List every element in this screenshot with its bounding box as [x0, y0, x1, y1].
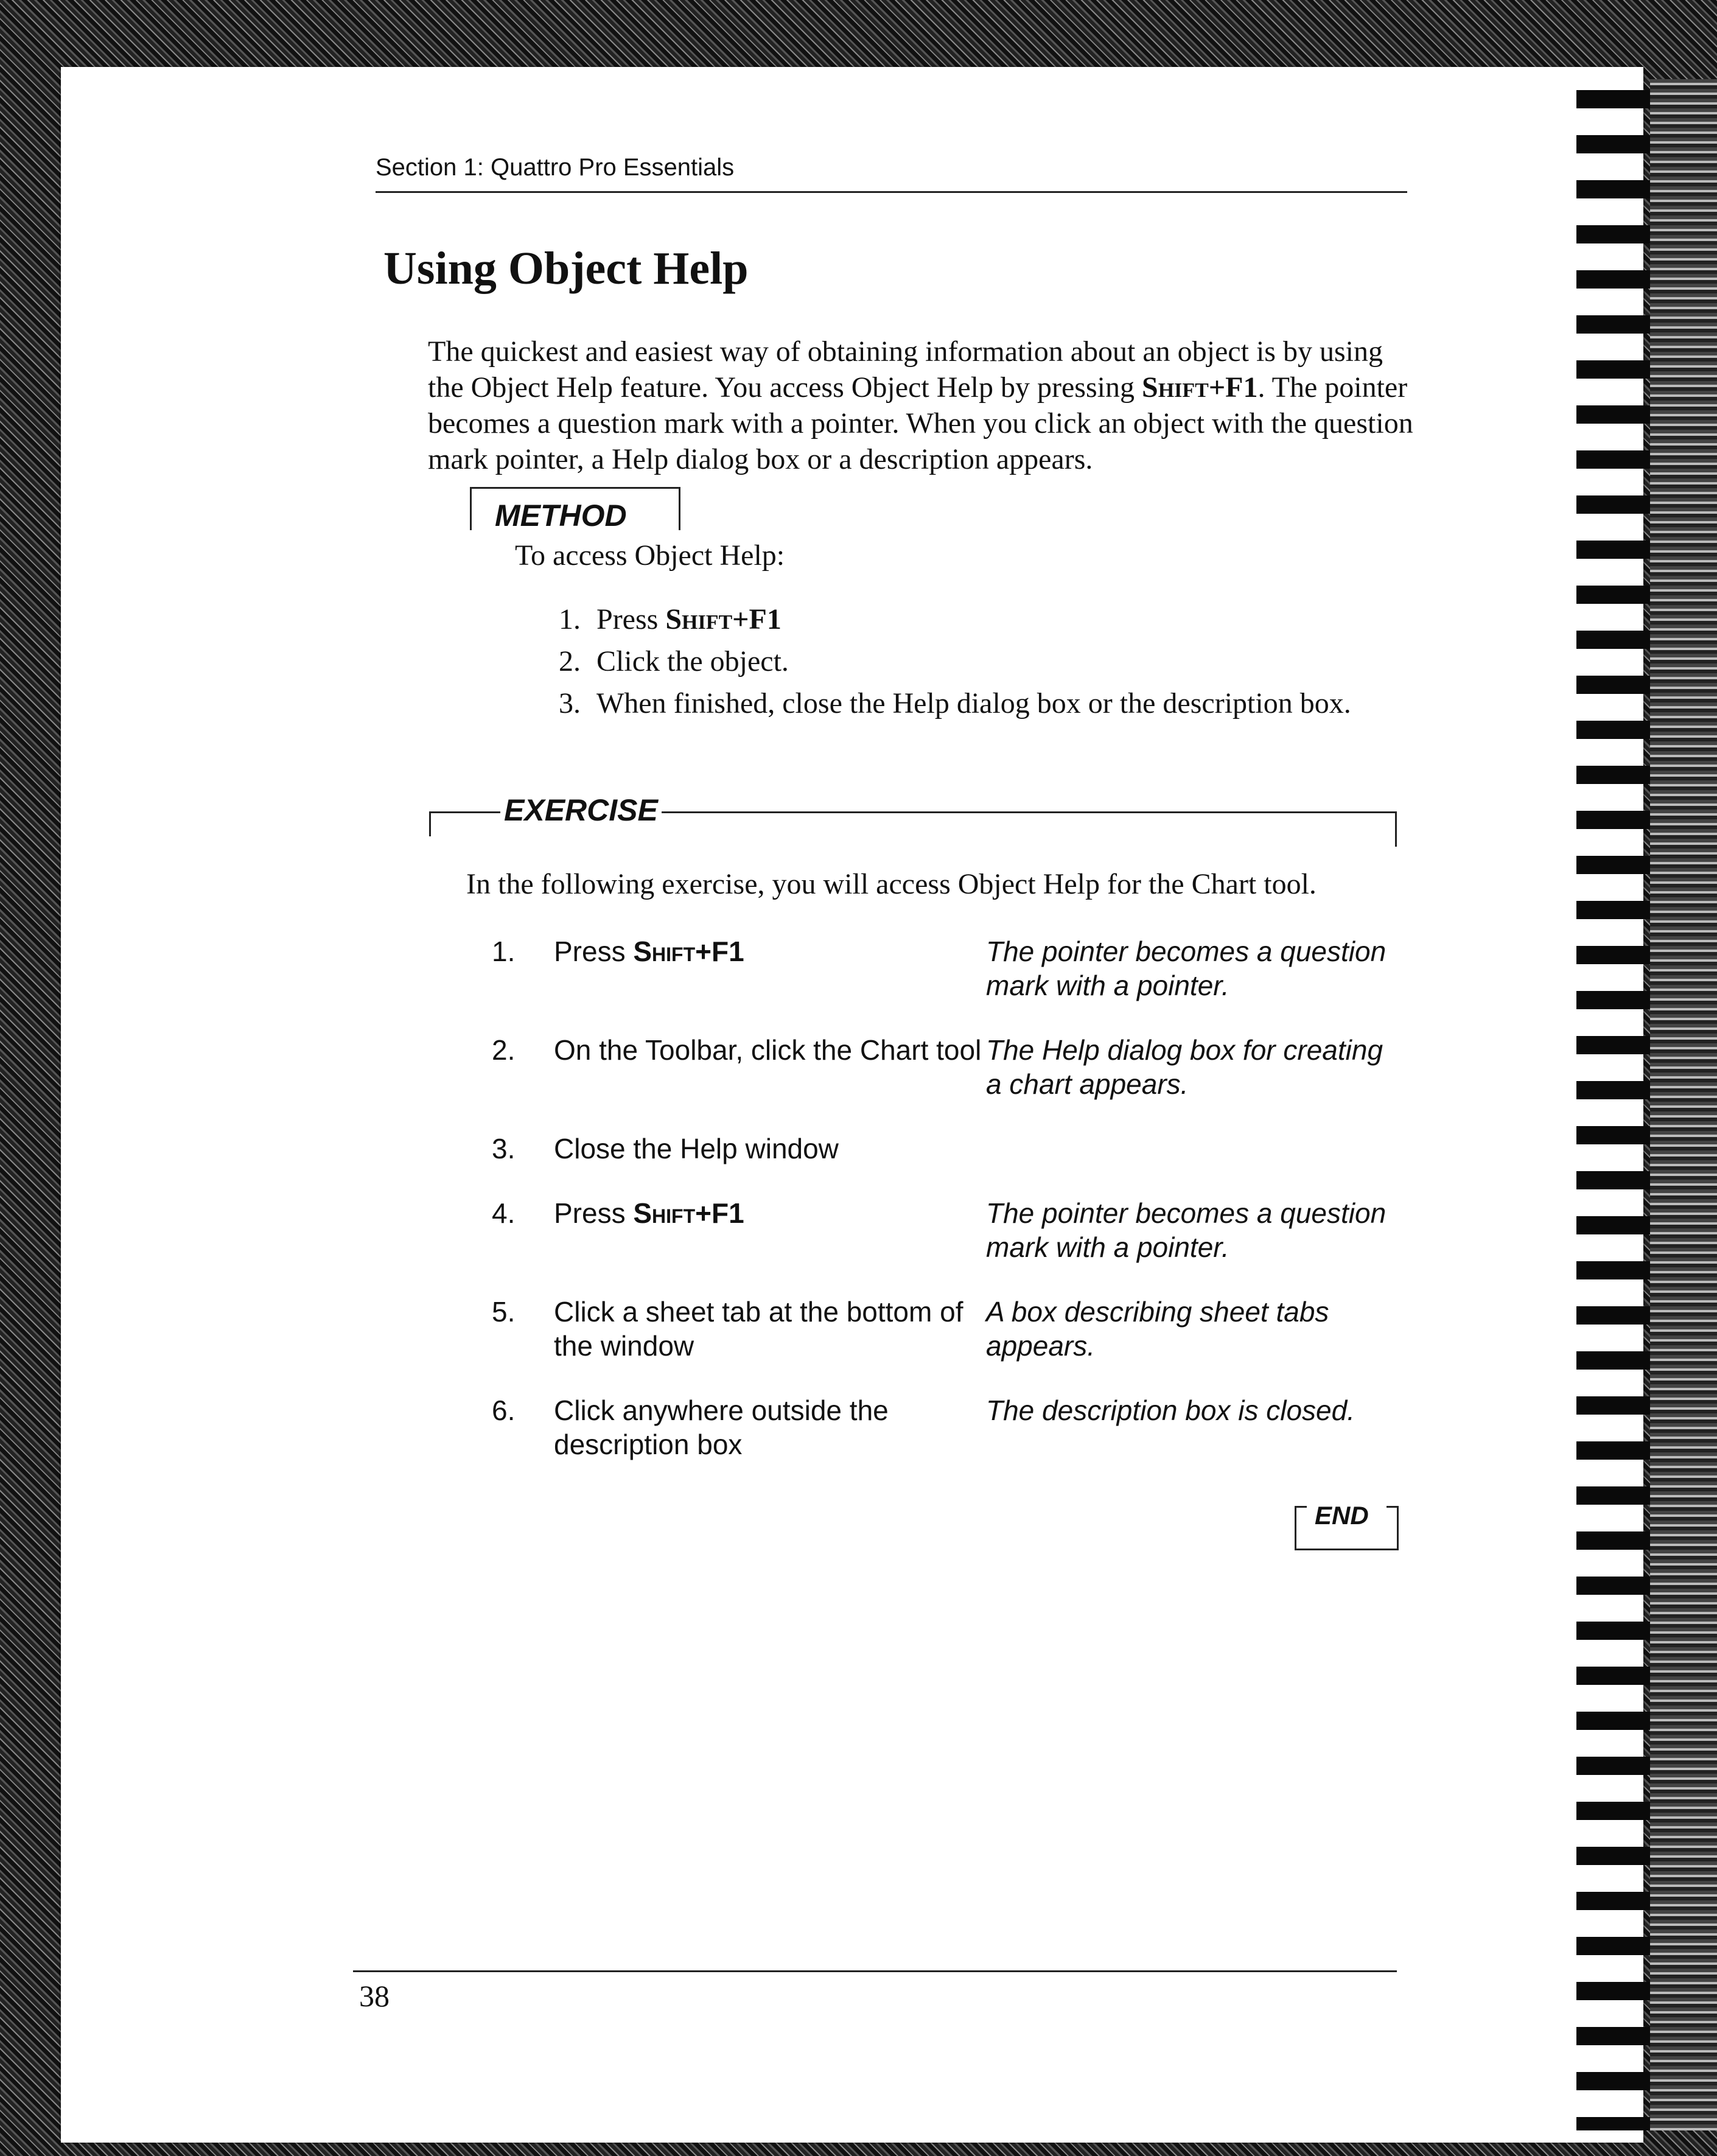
exercise-step-instruction: Click anywhere outside the description box [554, 1395, 889, 1460]
method-step-text [596, 603, 782, 645]
exercise-intro: In the following exercise, you will access Object Help for the Chart tool. [466, 868, 1317, 900]
exercise-step-instruction-text: Press [554, 1197, 634, 1229]
intro-text-1: The quickest and easiest way of obtaining information about an object is by using the Object Help feature. You access Object Help by pressing [428, 335, 1383, 404]
exercise-step-result: The description box is closed. [986, 1395, 1355, 1426]
exercise-step [492, 1393, 1405, 1461]
exercise-step-result: The Help dialog box for creating a chart appears. [986, 1034, 1383, 1100]
exercise-step-number: 5. [492, 1296, 516, 1328]
method-step-number: 1. [559, 603, 581, 635]
exercise-step-instruction [554, 934, 986, 1003]
exercise-step [492, 1132, 1405, 1166]
end-label: END [1315, 1501, 1369, 1530]
method-step-text-part: Press [596, 603, 666, 635]
method-step-number: 3. [559, 687, 581, 719]
method-step [559, 645, 1351, 687]
exercise-step-key: Shift+F1 [633, 936, 744, 967]
method-intro: To access Object Help: [515, 539, 785, 572]
method-steps [559, 603, 1351, 729]
running-head: Section 1: Quattro Pro Essentials [376, 154, 735, 181]
exercise-step-instruction-text: Press [554, 936, 634, 967]
exercise-step [492, 934, 1405, 1003]
method-step-key: Shift+F1 [665, 603, 782, 635]
exercise-steps [492, 934, 1405, 1492]
exercise-step-number: 4. [492, 1197, 516, 1229]
intro-key: Shift+F1 [1142, 371, 1258, 404]
exercise-step-number: 3. [492, 1133, 516, 1164]
exercise-step-result: The pointer becomes a question mark with a pointer. [986, 1197, 1387, 1263]
page-title: Using Object Help [383, 243, 749, 294]
method-step-text: When finished, close the Help dialog box or the description box. [596, 687, 1351, 719]
exercise-step-result [986, 1132, 1388, 1166]
method-step-text: Click the object. [596, 645, 789, 677]
exercise-step [492, 1196, 1405, 1264]
intro-paragraph [428, 334, 1414, 477]
exercise-step-number: 6. [492, 1395, 516, 1426]
page-number: 38 [359, 1979, 390, 2013]
exercise-step-number: 2. [492, 1034, 516, 1066]
exercise-step-instruction: Close the Help window [554, 1133, 839, 1164]
intro-text-2: . The pointer becomes a question mark with a pointer. When you click an object with the question mark pointer, a Help dialog box or a description appears. [428, 371, 1413, 475]
exercise-step-instruction [554, 1196, 986, 1264]
method-label: METHOD [490, 498, 632, 533]
footer-rule [353, 1970, 1397, 1972]
exercise-step [492, 1033, 1405, 1101]
exercise-step-result: The pointer becomes a question mark with a pointer. [986, 936, 1387, 1001]
method-step [559, 603, 1351, 645]
exercise-step-instruction: On the Toolbar, click the Chart tool [554, 1034, 982, 1066]
method-step-number: 2. [559, 645, 581, 677]
exercise-step-instruction: Click a sheet tab at the bottom of the window [554, 1296, 963, 1362]
method-step [559, 687, 1351, 729]
header-rule [376, 191, 1407, 193]
exercise-step [492, 1295, 1405, 1363]
exercise-step-key: Shift+F1 [633, 1197, 744, 1229]
exercise-step-number: 1. [492, 936, 516, 967]
exercise-label: EXERCISE [500, 793, 662, 828]
exercise-step-result: A box describing sheet tabs appears. [986, 1296, 1329, 1362]
